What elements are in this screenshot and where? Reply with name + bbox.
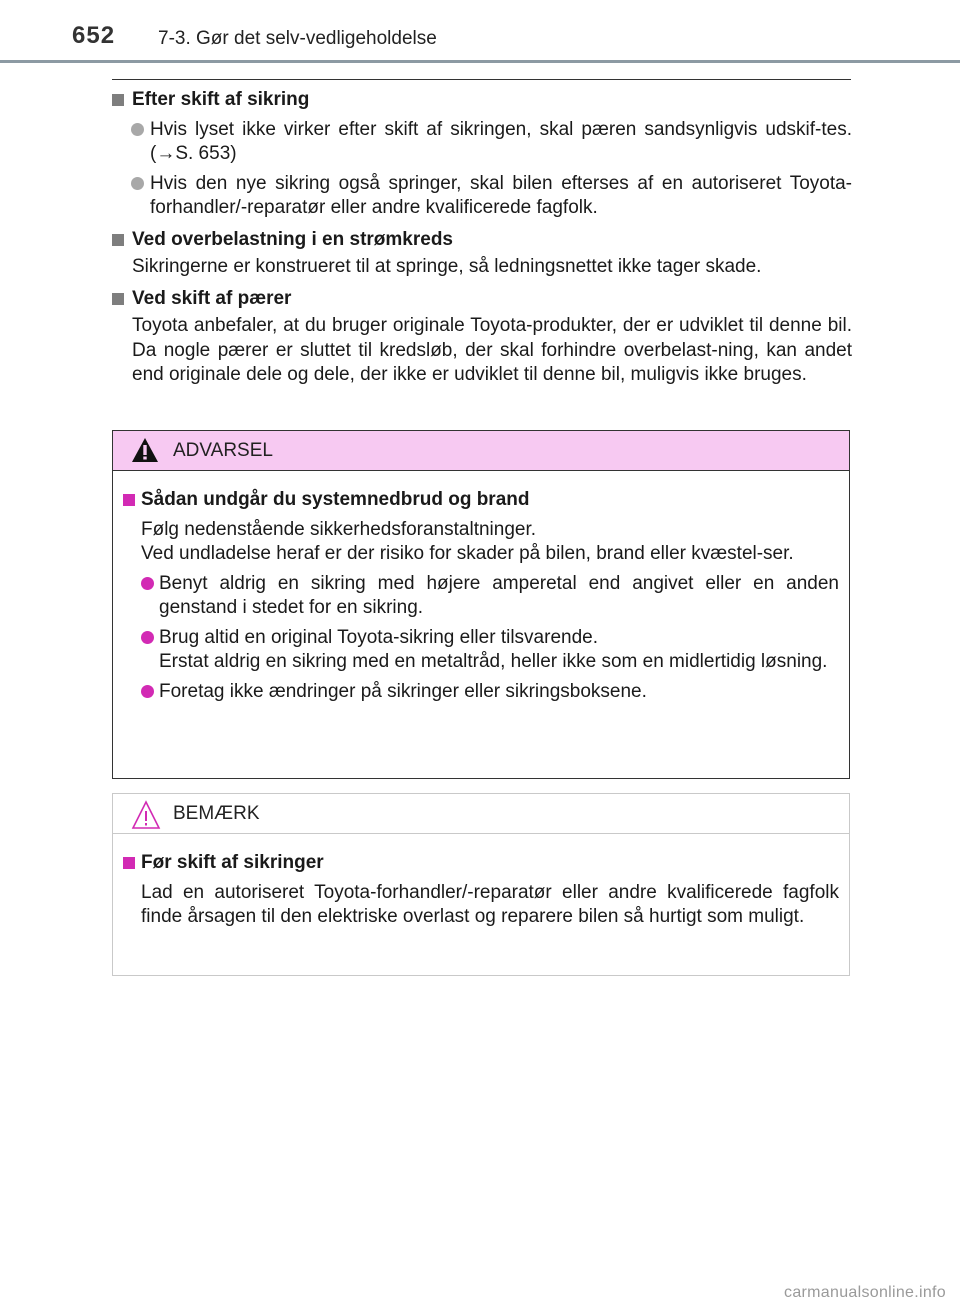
round-bullet-icon [141,631,154,644]
warning-box [112,430,850,779]
header-divider [0,60,960,63]
note-title: Før skift af sikringer [123,851,839,876]
square-bullet-icon [123,857,135,869]
page-header [0,0,960,62]
warning-header [113,431,849,471]
round-bullet-icon [131,123,144,136]
section-title: Ved overbelastning i en strømkreds [112,228,852,253]
round-bullet-icon [131,177,144,190]
section-text: Sikringerne er konstrueret til at springe, så ledningsnettet ikke tager skade. [132,256,762,277]
page-number: 652 [72,22,116,49]
note-body [113,834,849,930]
note-text: Lad en autoriseret Toyota-forhandler/-reparatør eller andre kvalificerede fagfolk finde årsagen til den elektriske overlast og reparere bilen så hurtigt som muligt. [141,881,839,927]
square-bullet-icon [112,293,124,305]
square-bullet-icon [112,234,124,246]
section-title: Ved skift af pærer [112,287,852,312]
warning-triangle-icon [131,437,159,463]
chapter-title: 7-3. Gør det selv-vedligeholdelse [158,28,437,49]
warning-body [113,471,849,704]
section-text: Toyota anbefaler, at du bruger originale Toyota-produkter, der er udviklet til denne bil. Da nogle pærer er sluttet til kredsløb, der skal forhindre overbelast-ning, kan andet end originale dele og dele, der ikke er udviklet til denne bil, muligvis ikke bruges. [132,315,852,385]
square-bullet-icon [112,94,124,106]
note-header [113,794,849,834]
round-bullet-icon [141,685,154,698]
list-item: Hvis lyset ikke virker efter skift af sikringen, skal pæren sandsynligvis udskif-tes. (→S. 653) [112,118,852,167]
caution-triangle-icon [131,800,161,830]
list-item: Brug altid en original Toyota-sikring eller tilsvarende. Erstat aldrig en sikring med en metaltråd, heller ikke som en midlertidig løsning. [123,626,839,675]
note-label: BEMÆRK [173,803,260,824]
section-title: Efter skift af sikring [112,88,852,113]
warning-title: Sådan undgår du systemnedbrud og brand [123,488,839,513]
list-item: Foretag ikke ændringer på sikringer eller sikringsboksene. [123,680,839,705]
warning-intro: Følg nedenstående sikkerhedsforanstaltninger. [141,518,537,540]
list-item: Hvis den nye sikring også springer, skal bilen efterses af en autoriseret Toyota-forhandler/-reparatør eller andre kvalificerede fagfolk. [112,172,852,221]
list-item: Benyt aldrig en sikring med højere amperetal end angivet eller en anden genstand i stedet for en sikring. [123,572,839,621]
square-bullet-icon [123,494,135,506]
content-divider [112,79,851,80]
watermark: carmanualsonline.info [784,1284,946,1301]
main-content [112,88,852,388]
warning-intro: Ved undladelse heraf er der risiko for skader på bilen, brand eller kvæstel-ser. [141,543,794,564]
warning-label: ADVARSEL [173,440,273,461]
round-bullet-icon [141,577,154,590]
note-box [112,793,850,976]
